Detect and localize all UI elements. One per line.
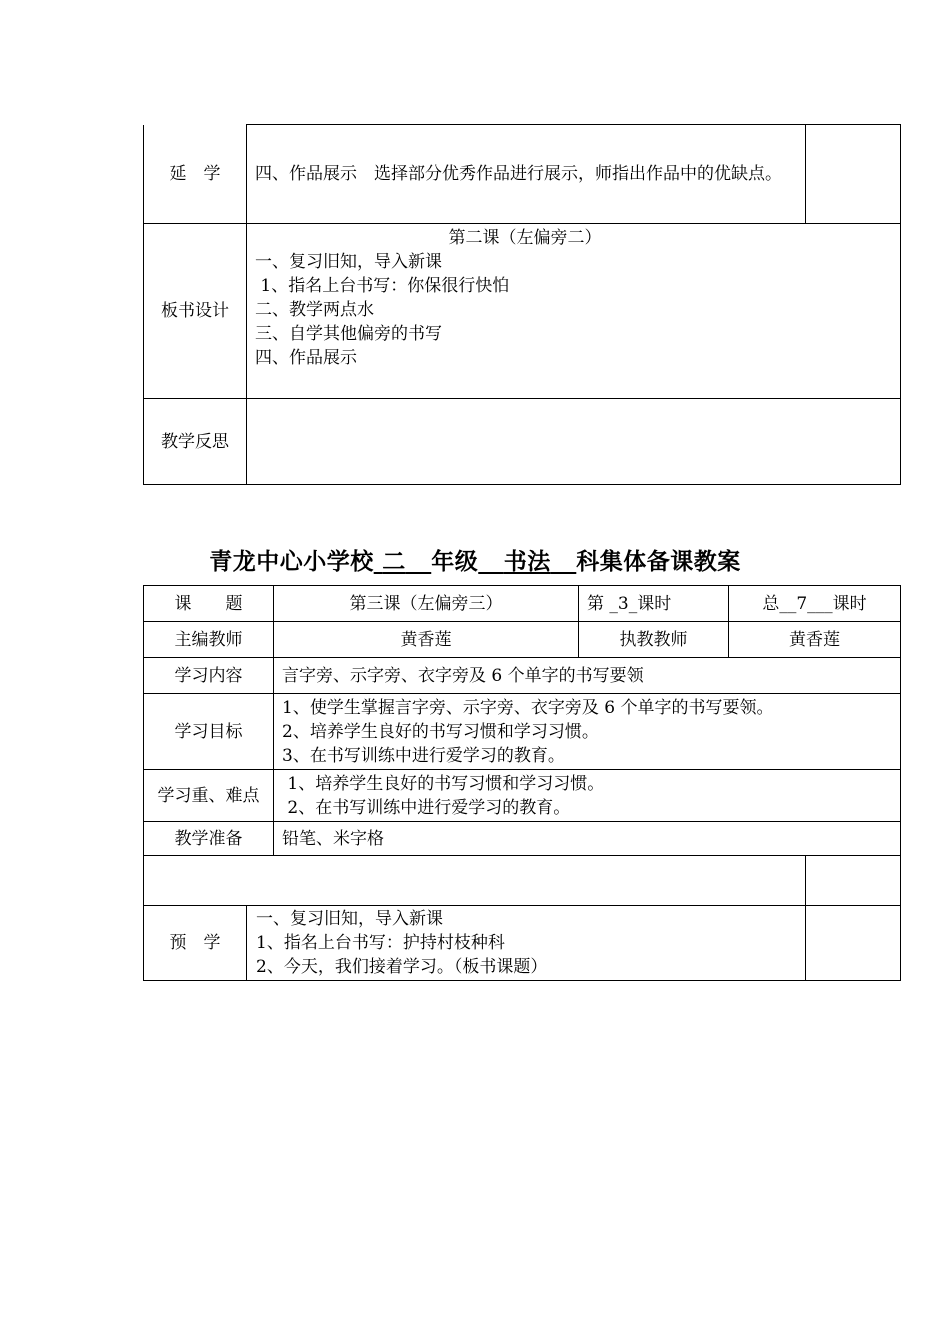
lesson-plan-table	[143, 585, 901, 981]
reflection-content	[247, 399, 901, 485]
board-line: 一、复习旧知，导入新课	[255, 252, 442, 272]
key-points-label: 学习重、难点	[144, 770, 274, 822]
board-line: 二、教学两点水	[255, 300, 374, 320]
subject-field: 书法	[503, 549, 551, 575]
title-suffix: 科集体备课教案	[576, 549, 741, 575]
blank-row	[144, 856, 901, 906]
reflection-row	[144, 399, 901, 485]
board-design-content	[247, 224, 901, 399]
school-name: 青龙中心小学校	[209, 549, 374, 575]
extension-content: 四、作品展示 选择部分优秀作品进行展示，师指出作品中的优缺点。	[247, 125, 806, 224]
blank-cell	[144, 856, 806, 906]
goals-label: 学习目标	[144, 694, 274, 770]
preview-content	[247, 906, 806, 981]
goals-content	[274, 694, 901, 770]
board-line: 四、作品展示	[255, 348, 357, 368]
teacher-name: 黄香莲	[729, 622, 901, 658]
editor-label: 主编教师	[144, 622, 274, 658]
grade-suffix: 年级	[431, 549, 479, 575]
extension-notes	[806, 125, 901, 224]
goal-line: 3、在书写训练中进行爱学习的教育。	[282, 745, 565, 766]
preview-line: 一、复习旧知，导入新课	[256, 909, 443, 929]
content-value: 言字旁、示字旁、衣字旁及 6 个单字的书写要领	[274, 658, 901, 694]
topic-row	[144, 586, 901, 622]
key-line: 1、培养学生良好的书写习惯和学习习惯。	[282, 773, 605, 794]
topic-value: 第三课（左偏旁三）	[274, 586, 579, 622]
preview-label: 预 学	[144, 906, 247, 981]
goals-row	[144, 694, 901, 770]
teacher-row	[144, 622, 901, 658]
total-lessons: 总__7___课时	[729, 586, 901, 622]
preview-row	[144, 906, 901, 981]
key-line: 2、在书写训练中进行爱学习的教育。	[282, 797, 571, 818]
content-row	[144, 658, 901, 694]
reflection-label: 教学反思	[144, 399, 247, 485]
extension-label: 延 学	[144, 125, 247, 224]
prep-row	[144, 822, 901, 856]
board-line: 1、指名上台书写：你保很行快怕	[255, 276, 510, 296]
goal-line: 1、使学生掌握言字旁、示字旁、衣字旁及 6 个单字的书写要领。	[282, 697, 774, 718]
preview-line: 1、指名上台书写：护持村枝种科	[256, 933, 505, 953]
prep-label: 教学准备	[144, 822, 274, 856]
editor-name: 黄香莲	[274, 622, 579, 658]
content-label: 学习内容	[144, 658, 274, 694]
document-title	[0, 543, 950, 576]
board-line: 三、自学其他偏旁的书写	[255, 324, 442, 344]
teacher-label: 执教教师	[579, 622, 729, 658]
preview-line: 2、今天，我们接着学习。（板书课题）	[256, 957, 548, 977]
board-design-row	[144, 224, 901, 399]
key-points-row	[144, 770, 901, 822]
board-design-heading: 第二课（左偏旁二）	[448, 228, 602, 248]
key-points-content	[274, 770, 901, 822]
goal-line: 2、培养学生良好的书写习惯和学习习惯。	[282, 721, 599, 742]
board-design-label: 板书设计	[144, 224, 247, 399]
prep-value: 铅笔、米字格	[274, 822, 901, 856]
extension-row	[144, 125, 901, 224]
lesson-plan-table-continued	[143, 124, 901, 485]
preview-notes	[806, 906, 901, 981]
blank-notes	[806, 856, 901, 906]
lesson-number: 第 _3_课时	[579, 586, 729, 622]
topic-label: 课 题	[144, 586, 274, 622]
grade-field: 二	[382, 549, 406, 575]
